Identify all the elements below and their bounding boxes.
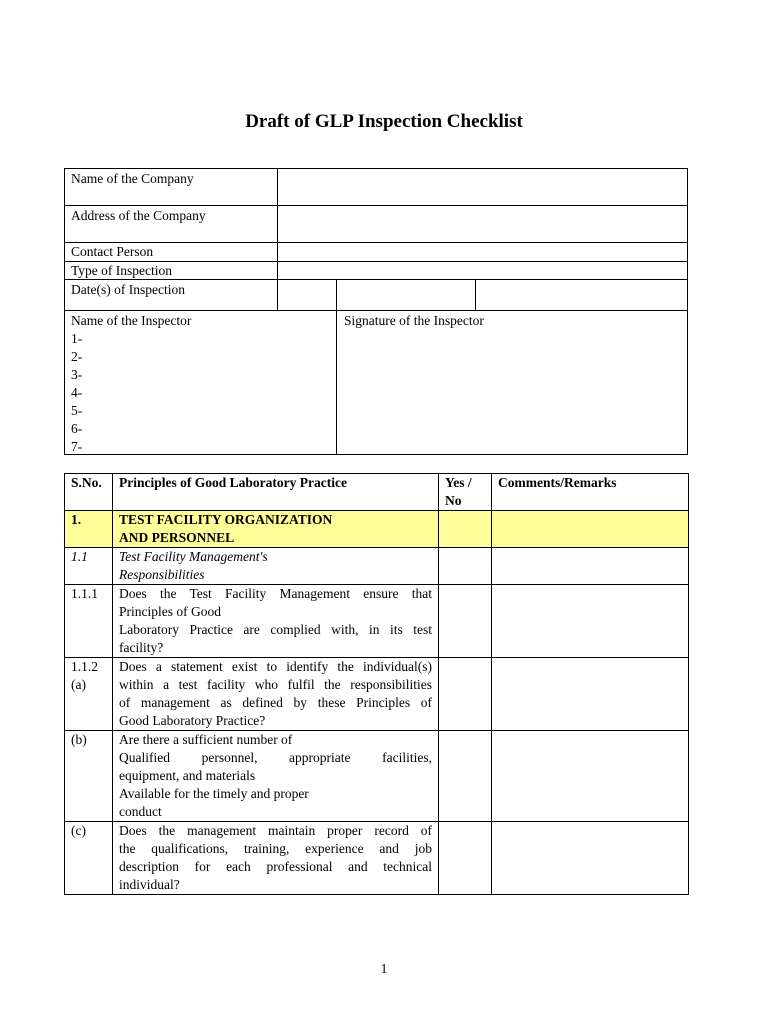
yes-no-cell[interactable]	[439, 731, 492, 822]
item-number: (b)	[65, 731, 113, 822]
comments-cell[interactable]	[492, 822, 689, 895]
checklist-item-row	[65, 731, 689, 822]
item-question-line: Does a statement exist to identify the individual(s)	[119, 659, 432, 674]
item-question	[113, 822, 439, 895]
item-question-line: the qualifications, training, experience and job	[119, 841, 432, 856]
checklist-item-row	[65, 822, 689, 895]
inspector-number-6: 6-	[71, 421, 83, 436]
section-yes-no-cell[interactable]	[439, 511, 492, 548]
subsection-row	[65, 548, 689, 585]
checklist-table	[64, 473, 689, 895]
item-number-line2: (a)	[71, 677, 86, 692]
yes-no-cell[interactable]	[439, 585, 492, 658]
inspector-signature-field[interactable]	[337, 330, 687, 454]
section-title-line2: AND PERSONNEL	[119, 530, 235, 545]
item-question	[113, 658, 439, 731]
subsection-title	[113, 548, 439, 585]
section-number: 1.	[65, 511, 113, 548]
item-question-line: Qualified personnel, appropriate facilities,	[119, 750, 432, 765]
comments-cell[interactable]	[492, 585, 689, 658]
inspection-type-field[interactable]	[278, 262, 687, 279]
inspector-signature-label: Signature of the Inspector	[344, 313, 484, 328]
checklist-header-row	[65, 474, 689, 511]
item-question-line: individual?	[119, 877, 180, 892]
item-question-line: within a test facility who fulfil the responsibilities	[119, 677, 432, 692]
inspection-date-field-1[interactable]	[278, 280, 336, 310]
yes-no-header-line2: No	[445, 493, 462, 508]
item-number: 1.1.1	[65, 585, 113, 658]
item-question-line: Good Laboratory Practice?	[119, 713, 266, 728]
inspection-date-field-3[interactable]	[476, 280, 687, 310]
company-address-field[interactable]	[278, 206, 687, 242]
inspector-number-3: 3-	[71, 367, 83, 382]
checklist-item-row	[65, 658, 689, 731]
sno-header: S.No.	[65, 474, 113, 511]
yes-no-cell[interactable]	[439, 822, 492, 895]
inspection-type-label: Type of Inspection	[71, 263, 173, 278]
item-question-line: equipment, and materials	[119, 768, 256, 783]
subsection-number: 1.1	[65, 548, 113, 585]
item-question-line: Does the Test Facility Management ensure that	[119, 586, 432, 601]
inspector-number-1: 1-	[71, 331, 83, 346]
item-question	[113, 731, 439, 822]
section-title	[113, 511, 439, 548]
page-title: Draft of GLP Inspection Checklist	[245, 111, 523, 132]
company-address-label: Address of the Company	[71, 208, 206, 223]
item-number-line1: 1.1.2	[71, 659, 98, 674]
subsection-comments-cell[interactable]	[492, 548, 689, 585]
item-question-line: conduct	[119, 804, 162, 819]
yes-no-header-line1: Yes /	[445, 475, 472, 490]
comments-cell[interactable]	[492, 658, 689, 731]
subsection-yes-no-cell[interactable]	[439, 548, 492, 585]
yes-no-header	[439, 474, 492, 511]
inspection-date-field-2[interactable]	[337, 280, 475, 310]
inspector-number-5: 5-	[71, 403, 83, 418]
contact-person-field[interactable]	[278, 243, 687, 261]
company-name-label: Name of the Company	[71, 171, 194, 186]
item-question-line: Are there a sufficient number of	[119, 732, 293, 747]
company-name-field[interactable]	[278, 169, 687, 205]
inspection-dates-label: Date(s) of Inspection	[71, 282, 185, 297]
item-question-line: Laboratory Practice are complied with, in its test	[119, 622, 432, 637]
contact-person-label: Contact Person	[71, 244, 154, 259]
item-number	[65, 658, 113, 731]
item-question-line: Available for the timely and proper	[119, 786, 309, 801]
item-question-line: description for each professional and technical	[119, 859, 432, 874]
yes-no-cell[interactable]	[439, 658, 492, 731]
comments-cell[interactable]	[492, 731, 689, 822]
subsection-title-line1: Test Facility Management's	[119, 549, 268, 564]
item-question-line: facility?	[119, 640, 164, 655]
item-question-line: of management as defined by these Principles of	[119, 695, 432, 710]
section-row	[65, 511, 689, 548]
inspector-number-7: 7-	[71, 439, 83, 454]
inspector-number-4: 4-	[71, 385, 83, 400]
item-question-line: Does the management maintain proper record of	[119, 823, 432, 838]
inspector-name-label: Name of the Inspector	[71, 313, 192, 328]
inspector-number-2: 2-	[71, 349, 83, 364]
section-comments-cell[interactable]	[492, 511, 689, 548]
item-question-line: Principles of Good	[119, 604, 221, 619]
item-number: (c)	[65, 822, 113, 895]
principles-header: Principles of Good Laboratory Practice	[113, 474, 439, 511]
page-number: 1	[380, 961, 388, 976]
section-title-line1: TEST FACILITY ORGANIZATION	[119, 512, 333, 527]
item-question	[113, 585, 439, 658]
comments-header: Comments/Remarks	[492, 474, 689, 511]
subsection-title-line2: Responsibilities	[119, 567, 205, 582]
checklist-item-row	[65, 585, 689, 658]
